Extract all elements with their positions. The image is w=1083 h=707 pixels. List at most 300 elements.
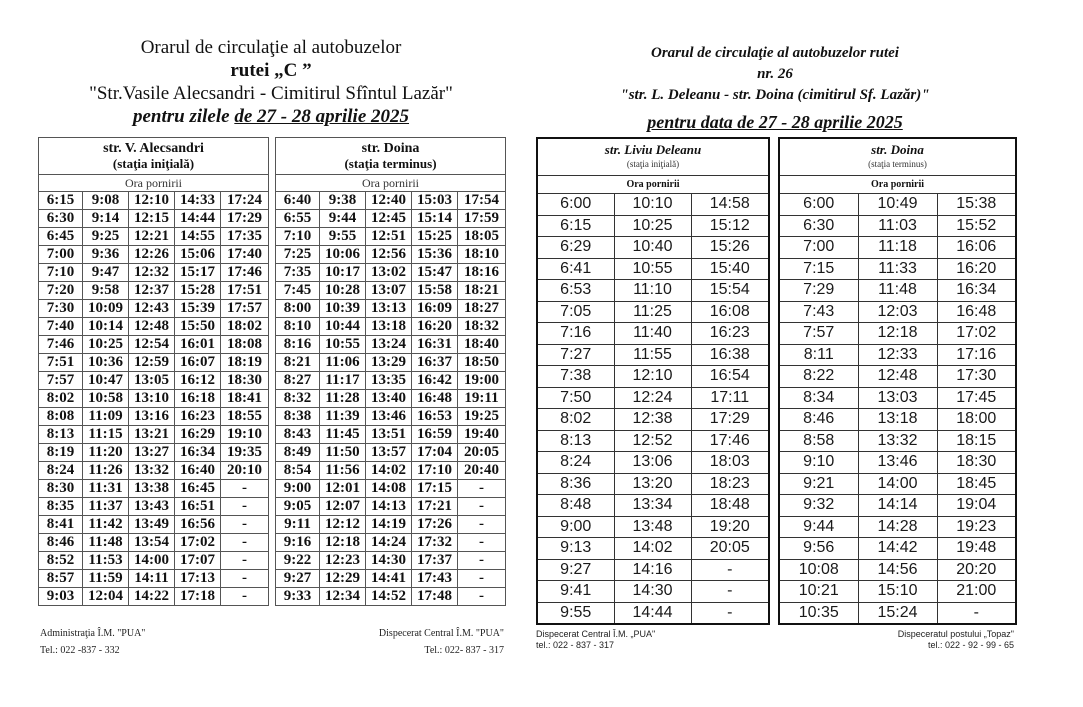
- departure-time: 12:26: [129, 246, 175, 264]
- timetable-row: [779, 409, 1016, 431]
- left-route-name: rutei „C ”: [230, 60, 312, 81]
- departure-time: 20:05: [458, 444, 506, 462]
- departure-time: 6:30: [779, 215, 858, 237]
- timetable-row: [276, 192, 506, 210]
- timetable-row: [537, 194, 769, 216]
- departure-time: 17:57: [221, 300, 269, 318]
- timetable-row: [537, 516, 769, 538]
- departure-time: 7:57: [39, 372, 83, 390]
- departure-time: 12:07: [320, 498, 366, 516]
- departure-time: 9:10: [779, 452, 858, 474]
- timetable-row: [276, 498, 506, 516]
- departure-time: 10:58: [83, 390, 129, 408]
- departure-time: 13:02: [366, 264, 412, 282]
- left-admin-label: Administraţia Î.M. "PUA": [40, 628, 146, 639]
- right-date-line: pentru data de 27 - 28 aprilie 2025: [647, 112, 903, 132]
- departure-time: 16:51: [175, 498, 221, 516]
- departure-time: 11:39: [320, 408, 366, 426]
- departure-time: 16:20: [937, 258, 1016, 280]
- stop-name: str. Doina: [361, 141, 420, 156]
- timetable-row: [537, 280, 769, 302]
- departure-time: 16:12: [175, 372, 221, 390]
- departure-time: 13:03: [858, 387, 937, 409]
- stop-header: [276, 138, 506, 175]
- timetable-row: [537, 602, 769, 624]
- timetable-row: [779, 301, 1016, 323]
- timetable-row: [39, 570, 269, 588]
- departure-time: 12:24: [614, 387, 691, 409]
- departure-time: 10:17: [320, 264, 366, 282]
- timetable-row: [276, 264, 506, 282]
- departure-time: 15:26: [691, 237, 769, 259]
- departure-time: 10:55: [614, 258, 691, 280]
- departure-time: -: [458, 480, 506, 498]
- departure-time: 12:21: [129, 228, 175, 246]
- departure-time: 17:40: [221, 246, 269, 264]
- departure-time: 7:40: [39, 318, 83, 336]
- departure-time: 17:11: [691, 387, 769, 409]
- departure-time: 11:37: [83, 498, 129, 516]
- departure-time: 18:41: [221, 390, 269, 408]
- departure-time: 14:30: [366, 552, 412, 570]
- departure-time: 8:27: [276, 372, 320, 390]
- departure-time: 16:23: [691, 323, 769, 345]
- departure-time: 19:40: [458, 426, 506, 444]
- departure-time: 8:52: [39, 552, 83, 570]
- departure-time: 9:27: [276, 570, 320, 588]
- left-date-prefix: pentru zilele: [132, 106, 235, 127]
- departure-time: 13:18: [366, 318, 412, 336]
- departure-time: 9:56: [779, 538, 858, 560]
- departure-time: 8:38: [276, 408, 320, 426]
- timetable-row: [276, 588, 506, 606]
- departure-time: 7:16: [537, 323, 614, 345]
- departure-time: 8:34: [779, 387, 858, 409]
- departure-time: 17:26: [412, 516, 458, 534]
- departure-time: 7:45: [276, 282, 320, 300]
- departure-time: 17:04: [412, 444, 458, 462]
- departure-time: 16:40: [175, 462, 221, 480]
- departure-time: 13:13: [366, 300, 412, 318]
- departure-time: -: [937, 602, 1016, 624]
- departure-time: 9:38: [320, 192, 366, 210]
- departure-time: 10:09: [83, 300, 129, 318]
- right-topaz-dispatch-phone: tel.: 022 - 92 - 99 - 65: [927, 640, 1014, 650]
- departure-time: 17:29: [691, 409, 769, 431]
- departure-time: 15:25: [412, 228, 458, 246]
- departure-time: 8:43: [276, 426, 320, 444]
- departure-time: 13:05: [129, 372, 175, 390]
- departure-time: 17:24: [221, 192, 269, 210]
- stop-header: [537, 138, 769, 176]
- departure-time: 15:14: [412, 210, 458, 228]
- right-route-description: "str. L. Deleanu - str. Doina (cimitirul Sf. Lazăr)": [620, 87, 930, 103]
- departure-time: 7:00: [779, 237, 858, 259]
- timetable-row: [537, 409, 769, 431]
- departure-time: 19:10: [221, 426, 269, 444]
- departure-time: 16:23: [175, 408, 221, 426]
- departure-time: 13:46: [858, 452, 937, 474]
- departure-time: -: [458, 588, 506, 606]
- departure-time: 8:49: [276, 444, 320, 462]
- departure-time: 13:57: [366, 444, 412, 462]
- timetable-row: [537, 581, 769, 603]
- timetable-row: [276, 372, 506, 390]
- departure-time: -: [221, 552, 269, 570]
- timetable-row: [537, 495, 769, 517]
- departure-time: 6:41: [537, 258, 614, 280]
- departure-time: 18:19: [221, 354, 269, 372]
- left-title-line1: Orarul de circulaţie al autobuzelor: [140, 37, 402, 58]
- right-start-stop-table: [536, 137, 770, 625]
- departure-time: 7:27: [537, 344, 614, 366]
- departure-time: 8:02: [39, 390, 83, 408]
- departure-time: 8:36: [537, 473, 614, 495]
- departure-time: 19:04: [937, 495, 1016, 517]
- departure-time: 18:55: [221, 408, 269, 426]
- timetable-row: [276, 390, 506, 408]
- departure-time: 16:38: [691, 344, 769, 366]
- stop-name: str. Liviu Deleanu: [604, 142, 702, 157]
- departure-time: 9:00: [537, 516, 614, 538]
- departure-time: 6:40: [276, 192, 320, 210]
- timetable-row: [779, 473, 1016, 495]
- departure-time: 17:51: [221, 282, 269, 300]
- departure-time: 14:30: [614, 581, 691, 603]
- departure-time: -: [221, 588, 269, 606]
- left-date-range: de 27 - 28 aprilie 2025: [234, 106, 410, 127]
- departure-time: 13:06: [614, 452, 691, 474]
- timetable-row: [39, 372, 269, 390]
- timetable-row: [779, 559, 1016, 581]
- departure-time: 15:52: [937, 215, 1016, 237]
- departure-time: 19:00: [458, 372, 506, 390]
- departure-time: 14:00: [129, 552, 175, 570]
- departure-time: 12:38: [614, 409, 691, 431]
- departure-time: 12:56: [366, 246, 412, 264]
- departure-time: 11:06: [320, 354, 366, 372]
- departure-time: 16:45: [175, 480, 221, 498]
- departure-time: 10:44: [320, 318, 366, 336]
- timetable-row: [39, 498, 269, 516]
- timetable-row: [537, 258, 769, 280]
- departure-time: 16:53: [412, 408, 458, 426]
- departure-time-label: Ora pornirii: [779, 176, 1016, 194]
- timetable-row: [779, 344, 1016, 366]
- departure-time: 14:11: [129, 570, 175, 588]
- departure-time: 13:35: [366, 372, 412, 390]
- departure-time: 14:44: [175, 210, 221, 228]
- departure-time: 6:00: [537, 194, 614, 216]
- stop-type: (staţia terminus): [868, 159, 927, 169]
- departure-time: 13:32: [858, 430, 937, 452]
- departure-time: 17:21: [412, 498, 458, 516]
- departure-time: 7:25: [276, 246, 320, 264]
- departure-time: 6:29: [537, 237, 614, 259]
- departure-time: 10:25: [614, 215, 691, 237]
- departure-time: 17:10: [412, 462, 458, 480]
- departure-time: 11:45: [320, 426, 366, 444]
- timetable-row: [779, 602, 1016, 624]
- departure-time: 8:30: [39, 480, 83, 498]
- departure-time: 14:33: [175, 192, 221, 210]
- departure-time: 16:34: [937, 280, 1016, 302]
- timetable-row: [39, 444, 269, 462]
- departure-time: 11:28: [320, 390, 366, 408]
- timetable-row: [39, 534, 269, 552]
- departure-time: 20:40: [458, 462, 506, 480]
- departure-time: 12:54: [129, 336, 175, 354]
- departure-time: 10:47: [83, 372, 129, 390]
- departure-time: 14:58: [691, 194, 769, 216]
- departure-time: 18:05: [458, 228, 506, 246]
- departure-time: 18:03: [691, 452, 769, 474]
- departure-time: 16:09: [412, 300, 458, 318]
- departure-time: 8:46: [39, 534, 83, 552]
- departure-time: 9:25: [83, 228, 129, 246]
- departure-time: 18:21: [458, 282, 506, 300]
- departure-time: 14:41: [366, 570, 412, 588]
- departure-time: 16:42: [412, 372, 458, 390]
- departure-time: 18:08: [221, 336, 269, 354]
- timetable-row: [779, 516, 1016, 538]
- departure-time: 8:46: [779, 409, 858, 431]
- departure-time: 14:44: [614, 602, 691, 624]
- departure-time: 9:05: [276, 498, 320, 516]
- left-end-stop-table: [275, 137, 506, 606]
- timetable-row: [39, 480, 269, 498]
- departure-time: 10:06: [320, 246, 366, 264]
- timetable-row: [779, 581, 1016, 603]
- departure-time: 19:23: [937, 516, 1016, 538]
- timetable-row: [39, 516, 269, 534]
- departure-time: 12:10: [129, 192, 175, 210]
- departure-time: 8:10: [276, 318, 320, 336]
- departure-time: 17:02: [937, 323, 1016, 345]
- departure-time: 12:37: [129, 282, 175, 300]
- departure-time: 14:56: [858, 559, 937, 581]
- departure-time: 17:45: [937, 387, 1016, 409]
- left-route-description: "Str.Vasile Alecsandri - Cimitirul Sfîntul Lazăr": [89, 83, 453, 104]
- departure-time: 11:20: [83, 444, 129, 462]
- timetable-row: [537, 237, 769, 259]
- departure-time: 7:43: [779, 301, 858, 323]
- departure-time: 9:41: [537, 581, 614, 603]
- departure-time: 7:29: [779, 280, 858, 302]
- departure-time: 11:50: [320, 444, 366, 462]
- departure-time: 17:32: [412, 534, 458, 552]
- departure-time: 10:36: [83, 354, 129, 372]
- departure-time: 17:16: [937, 344, 1016, 366]
- timetable-row: [537, 452, 769, 474]
- stop-header: [39, 138, 269, 175]
- departure-time: 15:28: [175, 282, 221, 300]
- departure-time: 9:27: [537, 559, 614, 581]
- departure-time: 10:28: [320, 282, 366, 300]
- departure-time: 15:36: [412, 246, 458, 264]
- departure-time: 8:21: [276, 354, 320, 372]
- departure-time-label: Ora pornirii: [276, 175, 506, 192]
- departure-time: 12:34: [320, 588, 366, 606]
- departure-time: 14:13: [366, 498, 412, 516]
- timetable-row: [39, 210, 269, 228]
- departure-time-label: Ora pornirii: [537, 176, 769, 194]
- left-dispatch-label: Dispecerat Central Î.M. "PUA": [378, 628, 504, 639]
- departure-time: 11:42: [83, 516, 129, 534]
- timetable-row: [39, 246, 269, 264]
- departure-time: 12:10: [614, 366, 691, 388]
- stop-name: str. V. Alecsandri: [103, 141, 204, 156]
- timetable-row: [779, 495, 1016, 517]
- departure-time: 15:12: [691, 215, 769, 237]
- departure-time: 17:13: [175, 570, 221, 588]
- timetable-row: [779, 538, 1016, 560]
- departure-time: 19:48: [937, 538, 1016, 560]
- departure-time: 16:54: [691, 366, 769, 388]
- departure-time: 16:20: [412, 318, 458, 336]
- right-dispatch-label: Dispecerat Central Î.M. „PUA": [536, 629, 656, 639]
- departure-time: 16:01: [175, 336, 221, 354]
- departure-time: 13:07: [366, 282, 412, 300]
- departure-time: 8:13: [39, 426, 83, 444]
- departure-time: 11:48: [83, 534, 129, 552]
- timetable-row: [276, 408, 506, 426]
- departure-time: 20:20: [937, 559, 1016, 581]
- timetable-row: [39, 282, 269, 300]
- departure-time: 8:41: [39, 516, 83, 534]
- stop-header: [779, 138, 1016, 176]
- departure-time: 9:16: [276, 534, 320, 552]
- departure-time: -: [221, 534, 269, 552]
- departure-time: 7:00: [39, 246, 83, 264]
- departure-time: 9:55: [320, 228, 366, 246]
- departure-time: 12:29: [320, 570, 366, 588]
- departure-time: 6:15: [537, 215, 614, 237]
- departure-time: 17:30: [937, 366, 1016, 388]
- departure-time: -: [221, 570, 269, 588]
- departure-time: 11:25: [614, 301, 691, 323]
- right-route-number: nr. 26: [757, 66, 793, 82]
- departure-time: 12:40: [366, 192, 412, 210]
- departure-time: 17:15: [412, 480, 458, 498]
- timetable-row: [779, 366, 1016, 388]
- departure-time: -: [458, 534, 506, 552]
- departure-time: 13:21: [129, 426, 175, 444]
- departure-time: 15:50: [175, 318, 221, 336]
- departure-time: 15:06: [175, 246, 221, 264]
- timetable-row: [276, 444, 506, 462]
- departure-time: 12:23: [320, 552, 366, 570]
- departure-time: 17:46: [221, 264, 269, 282]
- departure-time: 18:10: [458, 246, 506, 264]
- departure-time: 9:55: [537, 602, 614, 624]
- departure-time: 9:22: [276, 552, 320, 570]
- departure-time: 12:32: [129, 264, 175, 282]
- departure-time: 16:06: [937, 237, 1016, 259]
- departure-time: 9:58: [83, 282, 129, 300]
- departure-time: 10:40: [614, 237, 691, 259]
- departure-time: 15:03: [412, 192, 458, 210]
- timetable-row: [537, 323, 769, 345]
- timetable-row: [276, 210, 506, 228]
- departure-time: 8:13: [537, 430, 614, 452]
- departure-time: 14:42: [858, 538, 937, 560]
- departure-time: 16:08: [691, 301, 769, 323]
- departure-time: 19:25: [458, 408, 506, 426]
- departure-time: 9:44: [320, 210, 366, 228]
- departure-time: 16:34: [175, 444, 221, 462]
- timetable-row: [276, 462, 506, 480]
- timetable-row: [276, 318, 506, 336]
- departure-time: 9:32: [779, 495, 858, 517]
- departure-time: 18:30: [221, 372, 269, 390]
- departure-time: 17:59: [458, 210, 506, 228]
- departure-time: 14:02: [614, 538, 691, 560]
- departure-time: -: [691, 581, 769, 603]
- departure-time: 9:33: [276, 588, 320, 606]
- departure-time: -: [458, 516, 506, 534]
- left-admin-phone: Tel.: 022 -837 - 332: [40, 645, 120, 656]
- timetable-row: [276, 246, 506, 264]
- departure-time: 11:26: [83, 462, 129, 480]
- departure-time: 13:16: [129, 408, 175, 426]
- departure-time: 19:11: [458, 390, 506, 408]
- departure-time: 7:57: [779, 323, 858, 345]
- departure-time: 10:10: [614, 194, 691, 216]
- timetable-row: [39, 318, 269, 336]
- stop-type: (staţia iniţială): [626, 159, 680, 169]
- departure-time: 10:55: [320, 336, 366, 354]
- departure-time: 14:19: [366, 516, 412, 534]
- left-dispatch-phone: Tel.: 022- 837 - 317: [424, 645, 504, 656]
- left-start-stop-table: [38, 137, 269, 606]
- departure-time: 11:17: [320, 372, 366, 390]
- departure-time: 12:51: [366, 228, 412, 246]
- departure-time: 12:03: [858, 301, 937, 323]
- timetable-row: [276, 552, 506, 570]
- departure-time: 10:14: [83, 318, 129, 336]
- timetable-row: [39, 408, 269, 426]
- departure-time: 13:10: [129, 390, 175, 408]
- departure-time: -: [221, 498, 269, 516]
- departure-time: 12:48: [129, 318, 175, 336]
- departure-time: 9:44: [779, 516, 858, 538]
- departure-time: 10:49: [858, 194, 937, 216]
- departure-time: 12:52: [614, 430, 691, 452]
- timetable-row: [276, 354, 506, 372]
- departure-time: 11:40: [614, 323, 691, 345]
- departure-time: 7:35: [276, 264, 320, 282]
- timetable-row: [779, 194, 1016, 216]
- departure-time: 12:12: [320, 516, 366, 534]
- departure-time: 11:15: [83, 426, 129, 444]
- departure-time: 12:18: [858, 323, 937, 345]
- departure-time: 6:15: [39, 192, 83, 210]
- timetable-row: [276, 426, 506, 444]
- departure-time: 7:46: [39, 336, 83, 354]
- timetable-row: [276, 228, 506, 246]
- departure-time: 14:16: [614, 559, 691, 581]
- departure-time: -: [221, 516, 269, 534]
- timetable-row: [537, 366, 769, 388]
- timetable-row: [276, 300, 506, 318]
- departure-time: 11:33: [858, 258, 937, 280]
- departure-time: 8:08: [39, 408, 83, 426]
- departure-time: 10:35: [779, 602, 858, 624]
- departure-time: 6:30: [39, 210, 83, 228]
- timetable-row: [39, 390, 269, 408]
- departure-time: -: [458, 498, 506, 516]
